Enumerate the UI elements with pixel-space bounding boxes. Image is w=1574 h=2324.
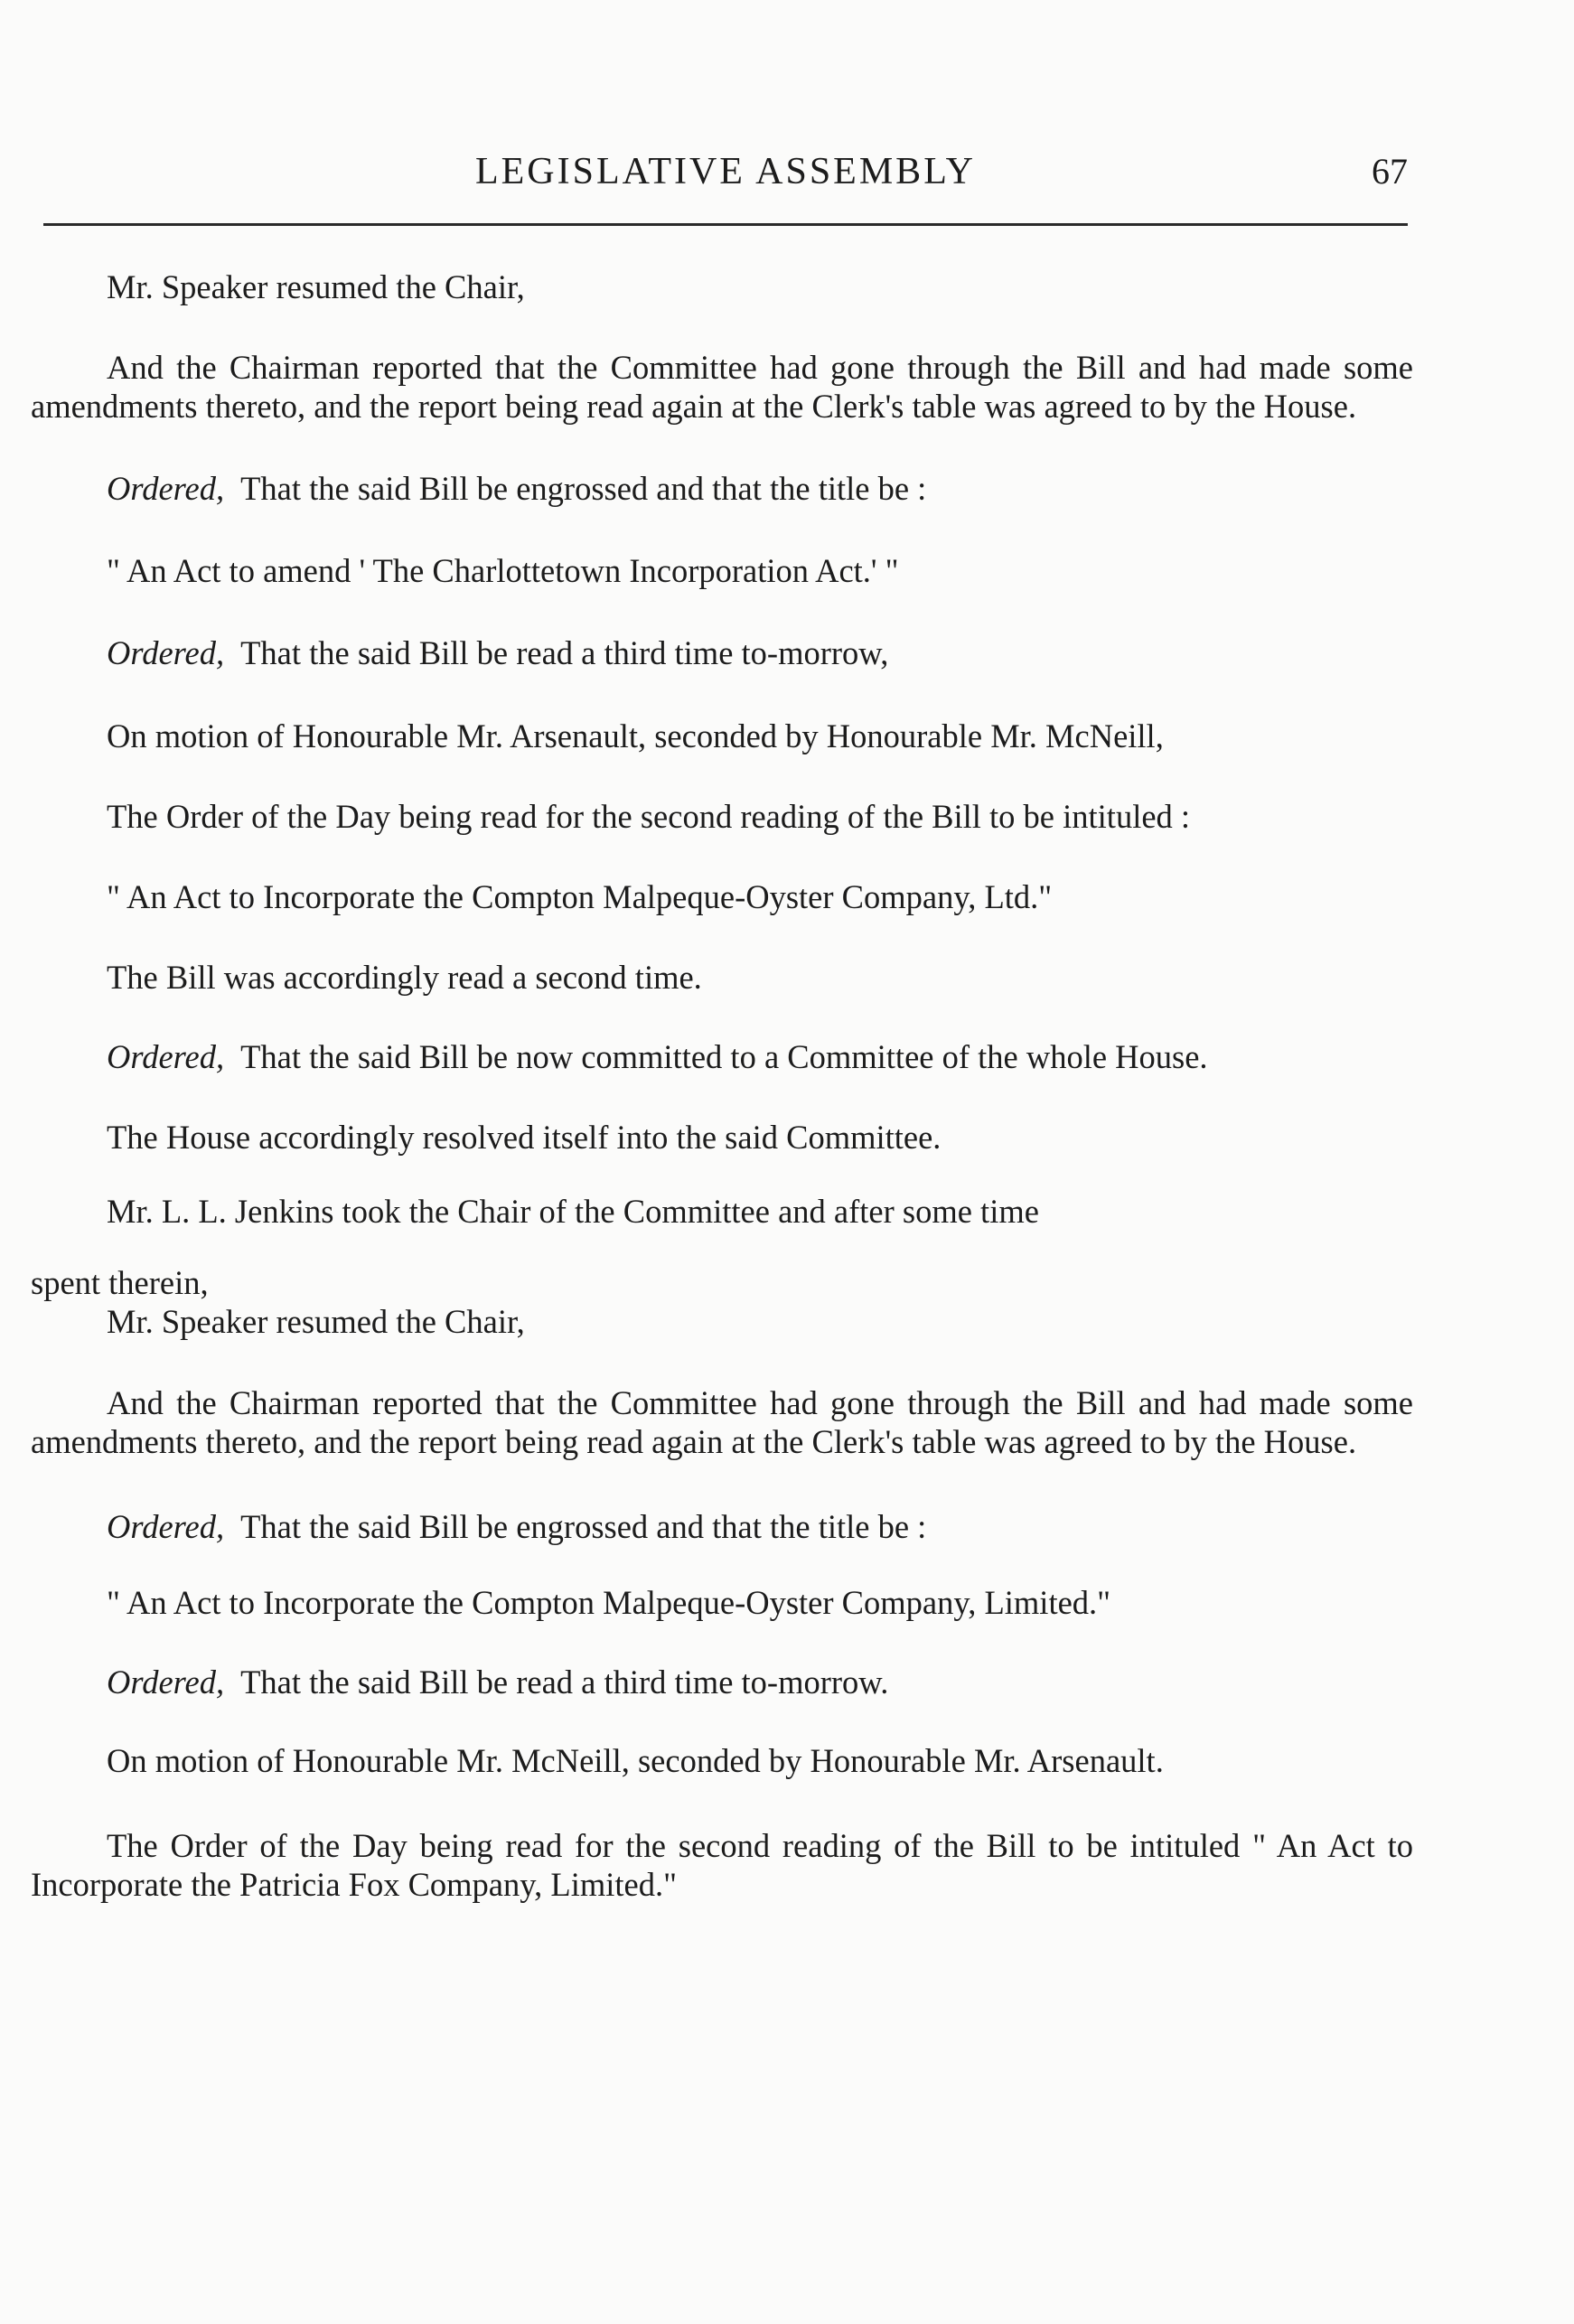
bill-title-quote [31,1583,1413,1622]
paragraph-text: On motion of Honourable Mr. McNeill, seconded by Honourable Mr. Arsenault. [107,1742,1164,1779]
paragraph-text: Mr. Speaker resumed the Chair, [107,268,525,305]
paragraph-speaker-resumed-chair [31,267,1413,306]
paragraph-order-of-day [31,797,1413,836]
paragraph-motion [31,1741,1413,1780]
paragraph-text: On motion of Honourable Mr. Arsenault, seconded by Honourable Mr. McNeill, [107,717,1164,754]
paragraph-order-of-day [31,1826,1413,1904]
paragraph-ordered-committed [31,1037,1413,1076]
paragraph-chairman-report [31,1383,1413,1461]
bill-title-quote [31,877,1413,916]
paragraph-text: Mr. L. L. Jenkins took the Chair of the Committee and after some time [107,1193,1039,1230]
paragraph-ordered-third-reading [31,1663,1413,1701]
header-rule [43,223,1408,226]
paragraph-text: Mr. Speaker resumed the Chair, [107,1303,525,1340]
paragraph-ordered-engrossed [31,469,1413,508]
ordered-label: Ordered, [107,1038,225,1075]
document-body [31,267,1413,1904]
ordered-label: Ordered, [107,470,225,507]
paragraph-text: That the said Bill be read a third time to-morrow, [240,634,889,671]
paragraph-text: spent therein, [31,1264,209,1301]
paragraph-jenkins-chair [31,1192,1413,1231]
running-title: LEGISLATIVE ASSEMBLY [475,151,976,192]
paragraph-text: That the said Bill be engrossed and that the title be : [240,1508,927,1545]
paragraph-ordered-third-reading [31,633,1413,672]
paragraph-text: The Bill was accordingly read a second time. [107,959,702,996]
paragraph-motion [31,717,1413,755]
paragraph-second-reading [31,958,1413,997]
paragraph-text: " An Act to Incorporate the Compton Malpeque-Oyster Company, Limited." [107,1584,1111,1621]
paragraph-text: " An Act to amend ' The Charlottetown Incorporation Act.' " [107,552,899,589]
paragraph-text: The House accordingly resolved itself into the said Committee. [107,1119,942,1156]
paragraph-text: That the said Bill be now committed to a Committee of the whole House. [240,1038,1208,1075]
paragraph-speaker-resumed-chair [31,1302,1413,1341]
paragraph-house-resolved [31,1118,1413,1157]
paragraph-text: That the said Bill be read a third time to-morrow. [240,1663,889,1701]
page-header [43,145,1408,199]
paragraph-text: And the Chairman reported that the Committee had gone through the Bill and had made some amendments thereto, and the report being read again at the Clerk's table was agreed to by the House. [31,349,1413,425]
ordered-label: Ordered, [107,1508,225,1545]
paragraph-text: That the said Bill be engrossed and that the title be : [240,470,927,507]
paragraph-text: And the Chairman reported that the Committee had gone through the Bill and had made some amendments thereto, and the report being read again at the Clerk's table was agreed to by the House. [31,1384,1413,1460]
bill-title-quote [31,551,1413,590]
paragraph-text: The Order of the Day being read for the second reading of the Bill to be intituled " An Act to Incorporate the Patricia Fox Company, Limited." [31,1827,1413,1903]
paragraph-chairman-report [31,348,1413,426]
page-number: 67 [1372,151,1408,192]
paragraph-text: " An Act to Incorporate the Compton Malpeque-Oyster Company, Ltd." [107,878,1053,915]
paragraph-text: The Order of the Day being read for the second reading of the Bill to be intituled : [107,798,1191,835]
ordered-label: Ordered, [107,634,225,671]
paragraph-ordered-engrossed [31,1507,1413,1546]
paragraph-spent-therein [31,1263,1413,1302]
ordered-label: Ordered, [107,1663,225,1701]
